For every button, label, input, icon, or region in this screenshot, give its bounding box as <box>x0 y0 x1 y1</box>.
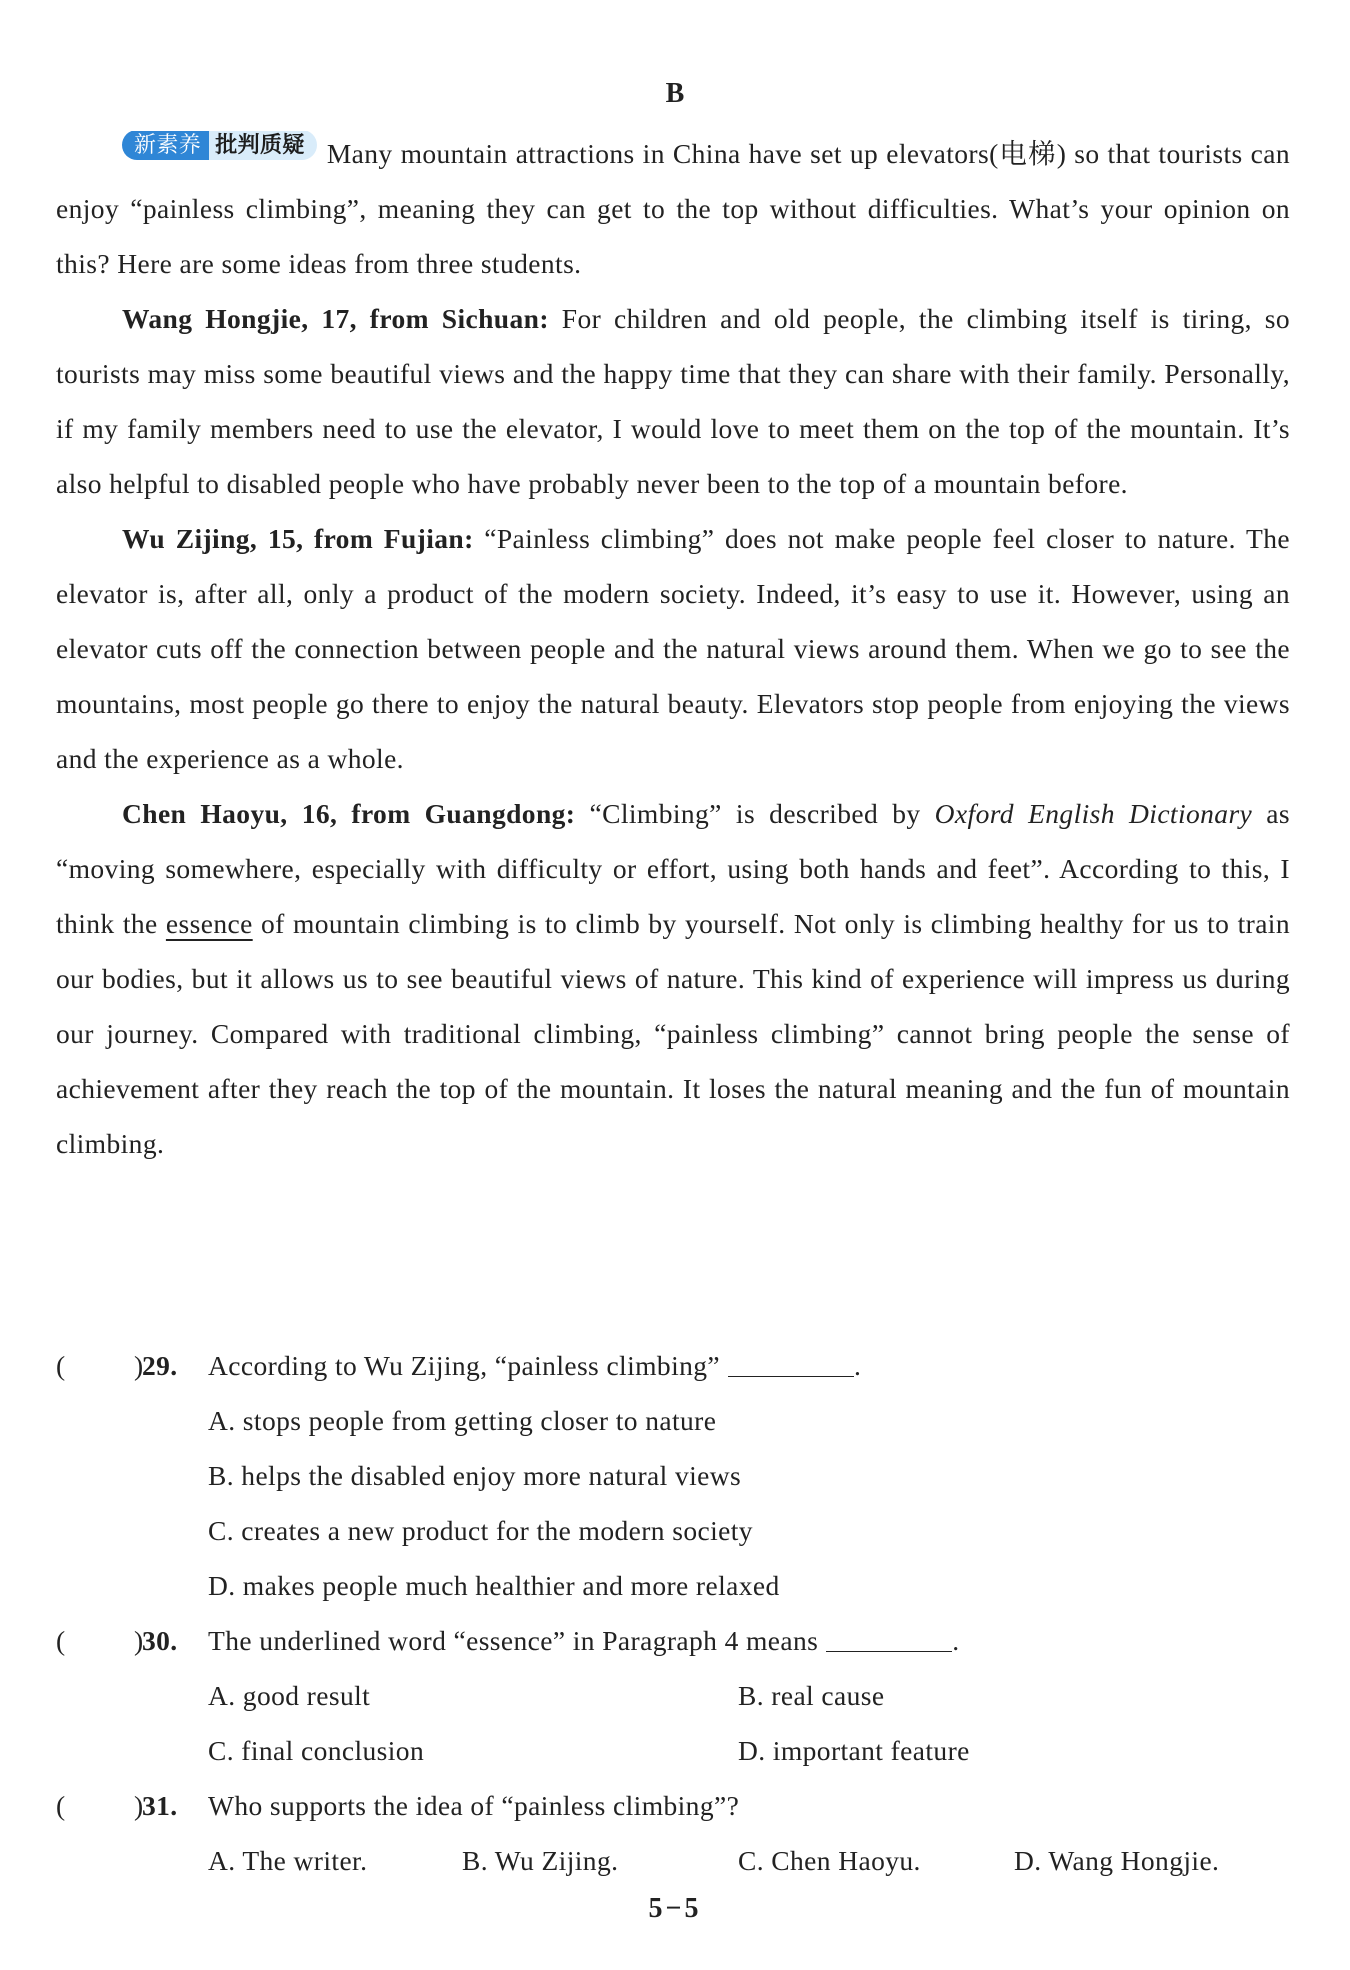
question-stem <box>208 1338 861 1393</box>
question-30 <box>56 1613 1290 1668</box>
option-d: D. important feature <box>738 1735 970 1766</box>
speaker-wu: Wu Zijing, 15, from Fujian: <box>122 523 474 554</box>
option-c: C. creates a new product for the modern society <box>208 1515 753 1546</box>
answer-paren-close: ) <box>134 1625 144 1656</box>
option-row <box>56 1833 1290 1888</box>
option-d: D. Wang Hongjie. <box>1014 1845 1220 1876</box>
question-stem-text: According to Wu Zijing, “painless climbing” <box>208 1350 721 1381</box>
option-row <box>56 1393 1290 1448</box>
option-b: B. real cause <box>738 1680 885 1711</box>
answer-paren-open: ( <box>56 1350 66 1381</box>
underlined-word: essence <box>165 908 253 939</box>
option-b: B. helps the disabled enjoy more natural views <box>208 1460 742 1491</box>
badge-right: 批判质疑 <box>209 131 317 160</box>
question-29 <box>56 1338 1290 1393</box>
paragraph-chen-text-b: as “moving somewhere, especially with difficulty or effort, using both hands and feet”. According to this, I think the <box>56 798 1290 939</box>
question-stem-text: The underlined word “essence” in Paragraph 4 means <box>208 1625 819 1656</box>
option-c: C. Chen Haoyu. <box>738 1845 921 1876</box>
paragraph-chen <box>56 786 1290 1171</box>
question-number: 29. <box>142 1350 178 1381</box>
question-end: . <box>952 1625 960 1656</box>
question-31 <box>56 1778 1290 1833</box>
option-row <box>56 1558 1290 1613</box>
speaker-chen: Chen Haoyu, 16, from Guangdong: <box>122 798 576 829</box>
paragraph-wu <box>56 511 1290 786</box>
paragraph-wang-text: For children and old people, the climbing itself is tiring, so tourists may miss some beautiful views and the happy time that they can share with their family. Personally, if my family members need to use the elevator, I would love to meet them on the top of the mountain. It’s also helpful to disabled people who have probably never been to the top of a mountain before. <box>56 303 1290 499</box>
option-c: C. final conclusion <box>208 1735 425 1766</box>
answer-paren-open: ( <box>56 1625 66 1656</box>
answer-blank <box>826 1617 952 1652</box>
question-end: . <box>854 1350 862 1381</box>
question-number: 31. <box>142 1790 178 1821</box>
badge-left: 新素养 <box>122 131 209 160</box>
literacy-badge <box>122 130 317 160</box>
option-a: A. stops people from getting closer to nature <box>208 1405 717 1436</box>
option-row <box>56 1668 1290 1723</box>
question-list <box>56 1338 1290 1888</box>
section-title: B <box>665 78 685 109</box>
option-a: A. The writer. <box>208 1845 368 1876</box>
paragraph-chen-text-a: “Climbing” is described by <box>575 798 935 829</box>
answer-paren-open: ( <box>56 1790 66 1821</box>
option-row <box>56 1448 1290 1503</box>
paragraph-chen-text-c: of mountain climbing is to climb by yourself. Not only is climbing healthy for us to train our bodies, but it allows us to see beautiful views of nature. This kind of experience will impress us during our journey. Compared with traditional climbing, “painless climbing” cannot bring people the sense of achievement after they reach the top of the mountain. It loses the natural meaning and the fun of mountain climbing. <box>56 908 1290 1159</box>
page-number: 5−5 <box>648 1893 702 1924</box>
reading-passage <box>56 126 1290 1171</box>
option-d: D. makes people much healthier and more relaxed <box>208 1570 780 1601</box>
answer-paren-close: ) <box>134 1350 144 1381</box>
question-stem <box>208 1613 960 1668</box>
answer-paren-close: ) <box>134 1790 144 1821</box>
intro-text: Many mountain attractions in China have set up elevators(电梯) so that tourists can enjoy “painless climbing”, meaning they can get to the top without difficulties. What’s your opinion on this? Here are some ideas from three students. <box>56 138 1290 279</box>
speaker-wang: Wang Hongjie, 17, from Sichuan: <box>122 303 549 334</box>
answer-blank <box>728 1342 854 1377</box>
dictionary-title: Oxford English Dictionary <box>934 798 1253 829</box>
option-b: B. Wu Zijing. <box>462 1845 619 1876</box>
intro-paragraph <box>56 126 1290 291</box>
question-number: 30. <box>142 1625 178 1656</box>
question-stem: Who supports the idea of “painless climbing”? <box>208 1790 740 1821</box>
paragraph-wu-text: “Painless climbing” does not make people feel closer to nature. The elevator is, after all, only a product of the modern society. Indeed, it’s easy to use it. However, using an elevator cuts off the connection between people and the natural views around them. When we go to see the mountains, most people go there to enjoy the natural beauty. Elevators stop people from enjoying the views and the experience as a whole. <box>56 523 1290 774</box>
paragraph-wang <box>56 291 1290 511</box>
option-row <box>56 1503 1290 1558</box>
option-a: A. good result <box>208 1680 371 1711</box>
option-row <box>56 1723 1290 1778</box>
